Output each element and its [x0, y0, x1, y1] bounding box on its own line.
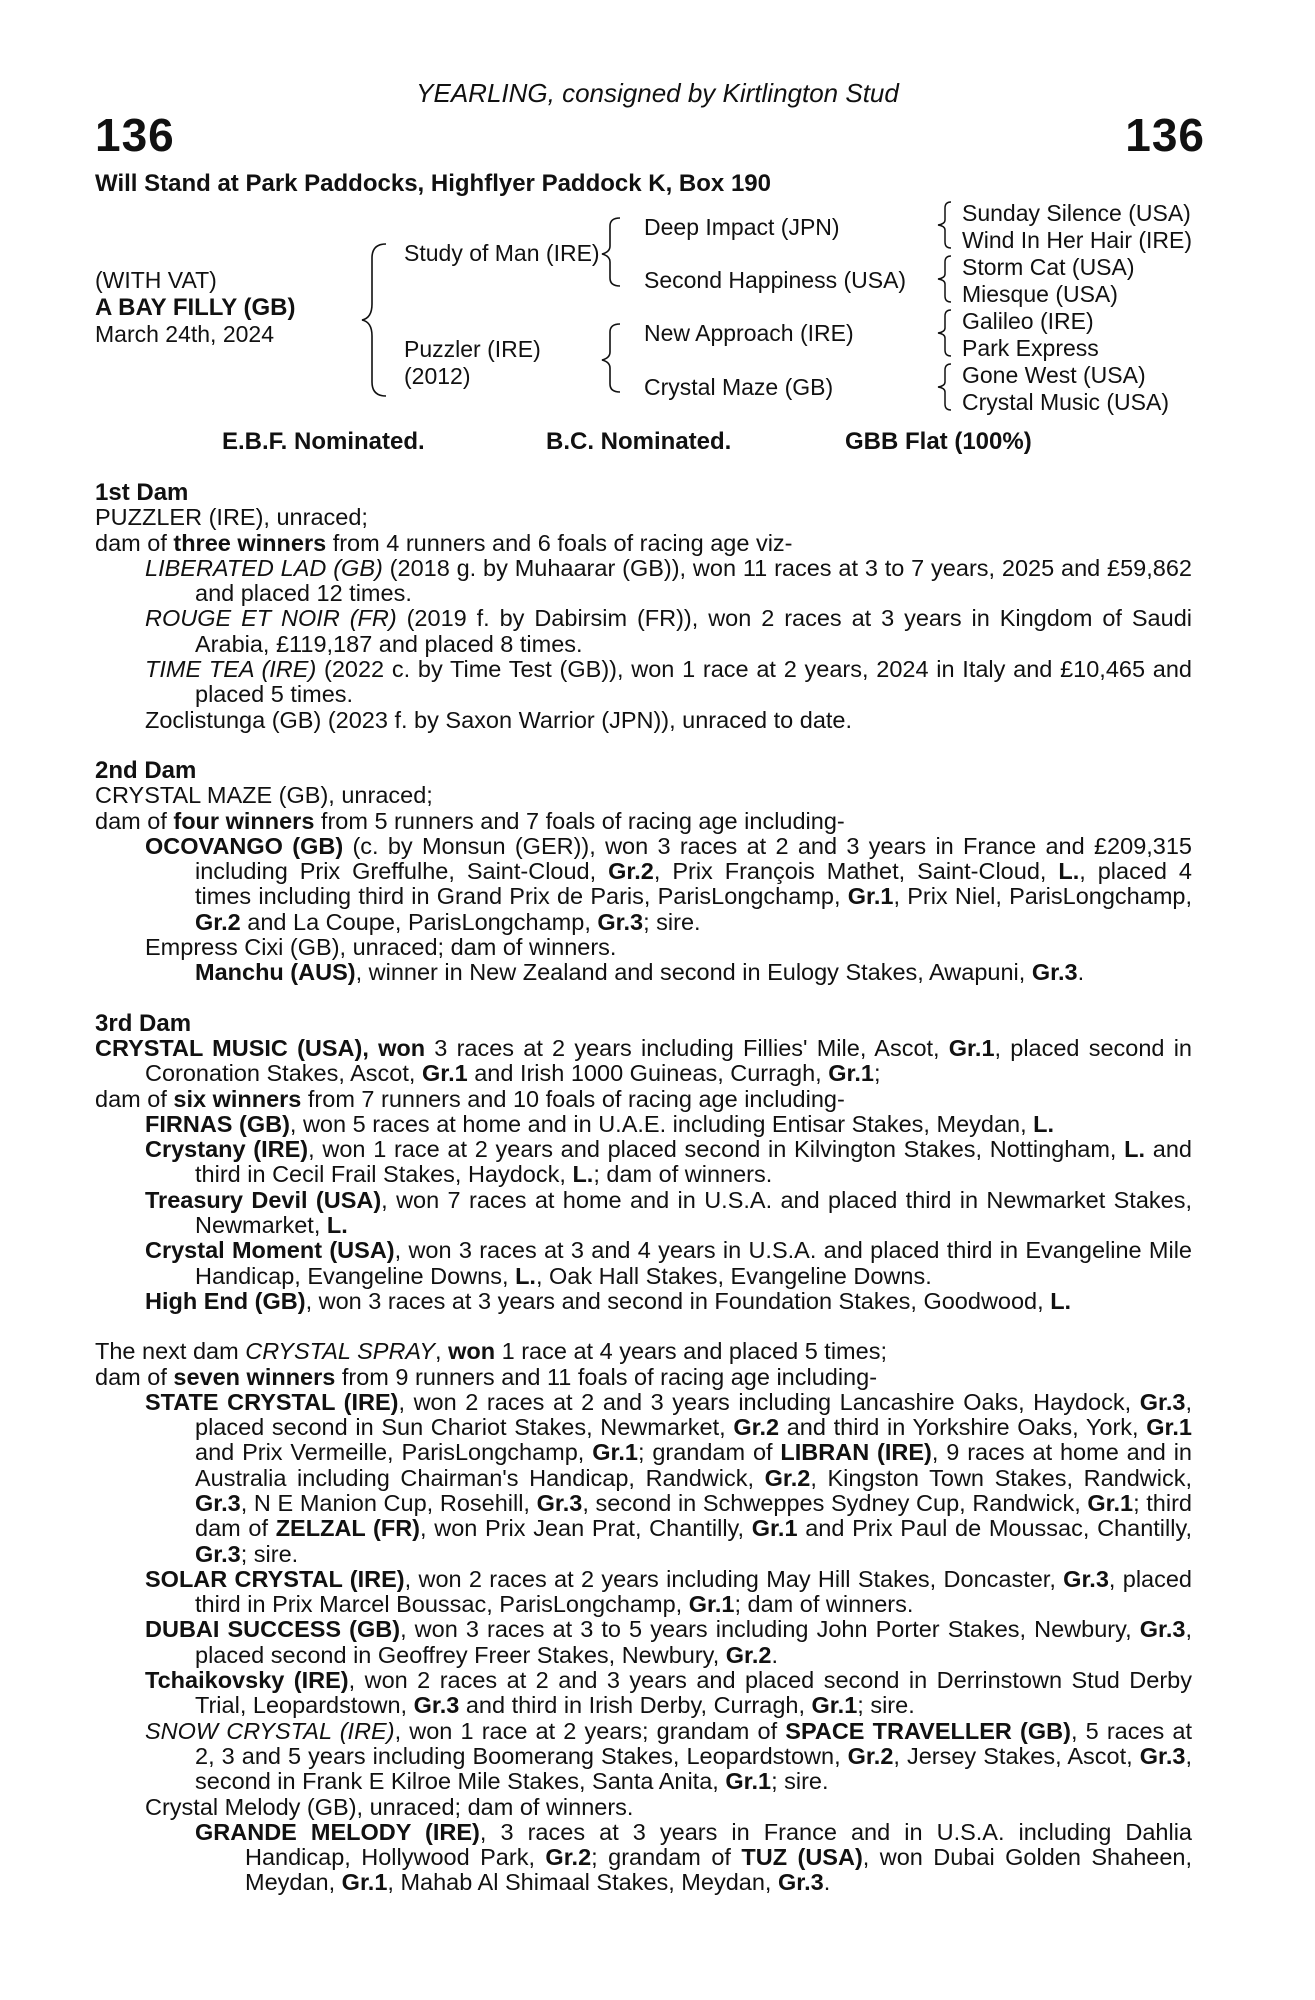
second-dam-record: dam of four winners from 5 runners and 7 foals of racing age including- [95, 807, 845, 834]
produce-firnas: FIRNAS (GB), won 5 races at home and in U.A.E. including Entisar Stakes, Meydan, L. [145, 1110, 1055, 1137]
pedigree-dds: Gone West (USA) [962, 362, 1146, 388]
produce-treasury-devil: Treasury Devil (USA), won 7 races at home and in U.S.A. and placed third in Newmarket Stakes, Newmarket, L. [145, 1186, 1192, 1239]
ebf-nominated: E.B.F. Nominated. [222, 428, 425, 455]
horse-dob: March 24th, 2024 [95, 321, 275, 347]
pedigree-brace-g3-3 [936, 306, 954, 360]
pedigree-brace-g3-2 [936, 252, 954, 306]
lot-number-left: 136 [95, 109, 175, 161]
produce-rouge-et-noir: ROUGE ET NOIR (FR) (2019 f. by Dabirsim (FR)), won 2 races at 3 years in Kingdom of Saudi Arabia, £119,187 and placed 8 times. [145, 605, 1192, 657]
pedigree-brace-dam [600, 318, 624, 400]
pedigree-dss: Galileo (IRE) [962, 308, 1094, 334]
pedigree-brace-g3-1 [936, 198, 954, 252]
produce-crystany: Crystany (IRE), won 1 race at 2 years and placed second in Kilvington Stakes, Nottingham, L. and third in Cecil Frail Stakes, Haydock, L.; dam of winners. [145, 1136, 1192, 1188]
pedigree-sire-sire: Deep Impact (JPN) [644, 214, 840, 240]
second-dam-heading: 2nd Dam [95, 756, 197, 784]
produce-zoclistunga: Zoclistunga (GB) (2023 f. by Saxon Warrior (JPN)), unraced to date. [145, 706, 853, 733]
first-dam-name: PUZZLER (IRE), unraced; [95, 504, 368, 531]
lot-number-right: 136 [1125, 109, 1205, 161]
produce-ocovango: OCOVANGO (GB) (c. by Monsun (GER)), won 3 races at 2 and 3 years in France and £209,315 including Prix Greffulhe, Saint-Cloud, Gr.2, Prix François Mathet, Saint-Cloud, L., placed 4 times including third in Grand Prix de Paris, ParisLongchamp, Gr.1, Prix Niel, ParisLongchamp, Gr.2 and La Coupe, ParisLongchamp, Gr.3; sire. [145, 832, 1193, 935]
pedigree-sss: Sunday Silence (USA) [962, 200, 1191, 226]
produce-crystal-melody: Crystal Melody (GB), unraced; dam of winners. [145, 1793, 634, 1820]
third-dam-crystal-music: CRYSTAL MUSIC (USA), won 3 races at 2 years including Fillies' Mile, Ascot, Gr.1, placed second in Coronation Stakes, Ascot, Gr.1 and Irish 1000 Guineas, Curragh, Gr.1; [95, 1034, 1192, 1087]
bc-nominated: B.C. Nominated. [546, 428, 732, 455]
produce-state-crystal: STATE CRYSTAL (IRE), won 2 races at 2 and 3 years including Lancashire Oaks, Haydock, Gr.3, placed second in Sun Chariot Stakes, Newmarket, Gr.2 and third in Yorkshire Oaks, York, Gr.1 and Prix Vermeille, ParisLongchamp, Gr.1; grandam of LIBRAN (IRE), 9 races at home and in Australia including Chairman's Handicap, Randwick, Gr.2, Kingston Town Stakes, Randwick, Gr.3, N E Manion Cup, Rosehill, Gr.3, second in Schweppes Sydney Cup, Randwick, Gr.1; third dam of ZELZAL (FR), won Prix Jean Prat, Chantilly, Gr.1 and Prix Paul de Moussac, Chantilly, Gr.3; sire. [145, 1388, 1193, 1567]
pedigree-dam-dam: Crystal Maze (GB) [644, 374, 834, 400]
produce-liberated-lad: LIBERATED LAD (GB) (2018 g. by Muhaarar (GB)), won 11 races at 3 to 7 years, 2025 and £59,862 and placed 12 times. [145, 554, 1192, 607]
pedigree-brace-main [360, 240, 390, 400]
produce-solar-crystal: SOLAR CRYSTAL (IRE), won 2 races at 2 years including May Hill Stakes, Doncaster, Gr.3, placed third in Prix Marcel Boussac, ParisLongchamp, Gr.1; dam of winners. [145, 1565, 1192, 1618]
produce-tchaikovsky: Tchaikovsky (IRE), won 2 races at 2 and 3 years and placed second in Derrinstown Stud Derby Trial, Leopardstown, Gr.3 and third in Irish Derby, Curragh, Gr.1; sire. [145, 1667, 1192, 1719]
produce-manchu: Manchu (AUS), winner in New Zealand and second in Eulogy Stakes, Awapuni, Gr.3. [195, 959, 1085, 986]
horse-name: A BAY FILLY (GB) [95, 294, 296, 321]
produce-crystal-moment: Crystal Moment (USA), won 3 races at 3 and 4 years in U.S.A. and placed third in Evangeline Mile Handicap, Evangeline Downs, L., Oak Hall Stakes, Evangeline Downs. [145, 1237, 1192, 1289]
pedigree-sire: Study of Man (IRE) [404, 240, 600, 266]
pedigree-sdd: Miesque (USA) [962, 281, 1118, 307]
pedigree-dam-year: (2012) [404, 363, 471, 389]
produce-grande-melody: GRANDE MELODY (IRE), 3 races at 3 years in France and in U.S.A. including Dahlia Handicap, Hollywood Park, Gr.2; grandam of TUZ (USA), won Dubai Golden Shaheen, Meydan, Gr.1, Mahab Al Shimaal Stakes, Meydan, Gr.3. [195, 1818, 1193, 1896]
produce-empress-cixi: Empress Cixi (GB), unraced; dam of winners. [145, 934, 617, 961]
next-dam-crystal-spray: The next dam CRYSTAL SPRAY, won 1 race at 4 years and placed 5 times; [95, 1338, 887, 1365]
lot-subtitle: YEARLING, consigned by Kirtlington Stud [416, 78, 899, 108]
vat-label: (WITH VAT) [95, 267, 217, 293]
third-dam-heading: 3rd Dam [95, 1009, 192, 1037]
produce-record [95, 480, 1192, 1896]
pedigree-dam: Puzzler (IRE) [404, 336, 541, 362]
pedigree-sire-dam: Second Happiness (USA) [644, 267, 907, 293]
first-dam-record: dam of three winners from 4 runners and 6 foals of racing age viz- [95, 529, 793, 556]
first-dam-heading: 1st Dam [95, 479, 189, 506]
pedigree-dam-sire: New Approach (IRE) [644, 320, 854, 346]
pedigree-ssd: Wind In Her Hair (IRE) [962, 227, 1193, 253]
produce-high-end: High End (GB), won 3 races at 3 years and second in Foundation Stakes, Goodwood, L. [145, 1287, 1072, 1314]
second-dam-name: CRYSTAL MAZE (GB), unraced; [95, 782, 433, 809]
gbb-flat: GBB Flat (100%) [845, 428, 1032, 455]
produce-time-tea: TIME TEA (IRE) (2022 c. by Time Test (GB)), won 1 race at 2 years, 2024 in Italy and £10,465 and placed 5 times. [145, 656, 1192, 708]
produce-dubai-success: DUBAI SUCCESS (GB), won 3 races at 3 to 5 years including John Porter Stakes, Newbury, Gr.3, placed second in Geoffrey Freer Stakes, Newbury, Gr.2. [145, 1616, 1192, 1668]
pedigree-brace-sire [600, 212, 624, 292]
stand-location: Will Stand at Park Paddocks, Highflyer Paddock K, Box 190 [95, 170, 771, 197]
pedigree-sds: Storm Cat (USA) [962, 254, 1135, 280]
third-dam-record: dam of six winners from 7 runners and 10 foals of racing age including- [95, 1085, 845, 1112]
pedigree-brace-g3-4 [936, 360, 954, 414]
produce-snow-crystal: SNOW CRYSTAL (IRE), won 1 race at 2 years; grandam of SPACE TRAVELLER (GB), 5 races at 2, 3 and 5 years including Boomerang Stakes, Leopardstown, Gr.2, Jersey Stakes, Ascot, Gr.3, second in Frank E Kilroe Mile Stakes, Santa Anita, Gr.1; sire. [145, 1717, 1193, 1795]
pedigree-ddd: Crystal Music (USA) [962, 389, 1170, 415]
pedigree-dsd: Park Express [962, 335, 1099, 361]
next-dam-record: dam of seven winners from 9 runners and 11 foals of racing age including- [95, 1363, 878, 1390]
